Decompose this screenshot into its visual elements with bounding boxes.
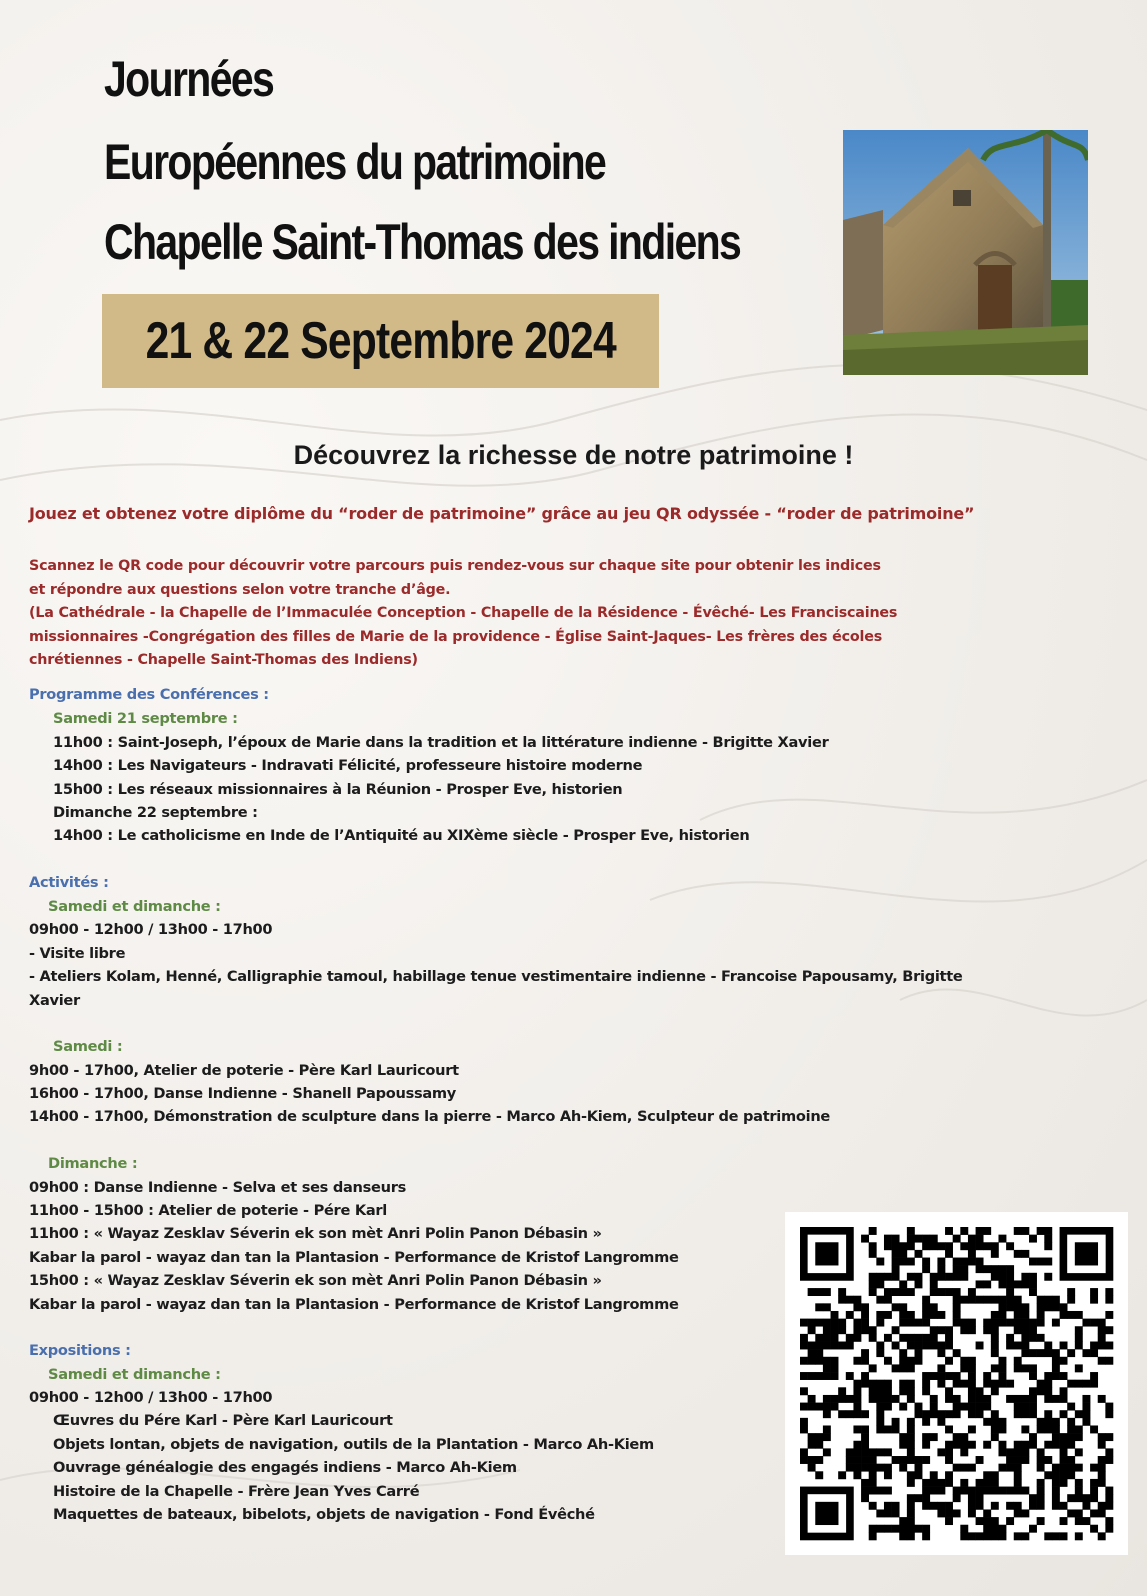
activity-item: 16h00 - 17h00, Danse Indienne - Shanell Papoussamy	[29, 1085, 457, 1102]
exposition-item: Histoire de la Chapelle - Frère Jean Yves Carré	[53, 1483, 420, 1500]
activity-item: Kabar la parol - wayaz dan tan la Plantasion - Performance de Kristof Langromme	[29, 1249, 679, 1266]
conference-item: 11h00 : Saint-Joseph, l’époux de Marie dans la tradition et la littérature indienne - Brigitte Xavier	[53, 734, 829, 751]
tagline: Découvrez la richesse de notre patrimoine !	[293, 440, 854, 470]
exposition-item: Œuvres du Pére Karl - Père Karl Lauricourt	[53, 1412, 393, 1429]
activity-item: 9h00 - 17h00, Atelier de poterie - Père Karl Lauricourt	[29, 1062, 459, 1079]
expositions-both-label: Samedi et dimanche :	[48, 1366, 221, 1383]
game-intro: Jouez et obtenez votre diplôme du “roder de patrimoine” grâce au jeu QR odyssée - “roder de patrimoine”	[29, 504, 975, 523]
activity-item: 11h00 - 15h00 : Atelier de poterie - Pére Karl	[29, 1202, 387, 1219]
conferences-sunday-label: Dimanche 22 septembre :	[53, 804, 258, 821]
chapel-photo	[843, 130, 1088, 375]
expositions-heading: Expositions :	[29, 1342, 131, 1359]
activity-item: 14h00 - 17h00, Démonstration de sculpture dans la pierre - Marco Ah-Kiem, Sculpteur de patrimoine	[29, 1108, 831, 1125]
scan-line: et répondre aux questions selon votre tranche d’âge.	[29, 581, 451, 598]
conferences-heading: Programme des Conférences :	[29, 686, 269, 703]
conference-item: 15h00 : Les réseaux missionnaires à la Réunion - Prosper Eve, historien	[53, 781, 623, 798]
exposition-item: Maquettes de bateaux, bibelots, objets de navigation - Fond Évêché	[53, 1506, 595, 1523]
conference-item: 14h00 : Le catholicisme en Inde de l’Antiquité au XIXème siècle - Prosper Eve, historien	[53, 827, 750, 844]
event-dates: 21 & 22 Septembre 2024	[145, 312, 616, 370]
activity-item: 11h00 : « Wayaz Zesklav Séverin ek son mèt Anri Polin Panon Débasin »	[29, 1225, 602, 1242]
activities-sunday-label: Dimanche :	[48, 1155, 138, 1172]
activity-item: 15h00 : « Wayaz Zesklav Séverin ek son mèt Anri Polin Panon Débasin »	[29, 1272, 602, 1289]
activities-both-label: Samedi et dimanche :	[48, 898, 221, 915]
scan-line: chrétiennes - Chapelle Saint-Thomas des Indiens)	[29, 652, 418, 668]
scan-line: (La Cathédrale - la Chapelle de l’Immaculée Conception - Chapelle de la Résidence - Évêché- Les Franciscaines	[29, 605, 898, 621]
activity-item: 09h00 : Danse Indienne - Selva et ses danseurs	[29, 1179, 406, 1196]
date-banner	[102, 294, 659, 388]
title-line-1: Journées	[104, 51, 274, 107]
activities-heading: Activités :	[29, 874, 109, 891]
exposition-item: Ouvrage généalogie des engagés indiens - Marco Ah-Kiem	[53, 1459, 517, 1476]
qr-code[interactable]	[785, 1212, 1128, 1555]
game-instructions	[29, 555, 1109, 673]
scan-line: missionnaires -Congrégation des filles de Marie de la providence - Église Saint-Jaques- Les frères des écoles	[29, 628, 883, 645]
activity-item: Kabar la parol - wayaz dan tan la Plantasion - Performance de Kristof Langromme	[29, 1296, 679, 1313]
expositions-hours: 09h00 - 12h00 / 13h00 - 17h00	[29, 1389, 273, 1406]
activities-saturday-label: Samedi :	[53, 1038, 123, 1055]
scan-line: Scannez le QR code pour découvrir votre parcours puis rendez-vous sur chaque site pour obtenir les indices	[29, 558, 881, 574]
activities-both-hours: 09h00 - 12h00 / 13h00 - 17h00	[29, 921, 273, 938]
exposition-item: Objets lontan, objets de navigation, outils de la Plantation - Marco Ah-Kiem	[53, 1436, 654, 1453]
conference-item: 14h00 : Les Navigateurs - Indravati Félicité, professeure histoire moderne	[53, 757, 643, 774]
title-line-2: Européennes du patrimoine	[104, 134, 606, 190]
activity-item: - Visite libre	[29, 945, 126, 962]
activity-item: Xavier	[29, 992, 80, 1009]
conferences-saturday-label: Samedi 21 septembre :	[53, 710, 238, 727]
activity-item: - Ateliers Kolam, Henné, Calligraphie tamoul, habillage tenue vestimentaire indienne - Francoise Papousamy, Brigitte	[29, 968, 963, 985]
title-line-3: Chapelle Saint-Thomas des indiens	[104, 214, 741, 270]
